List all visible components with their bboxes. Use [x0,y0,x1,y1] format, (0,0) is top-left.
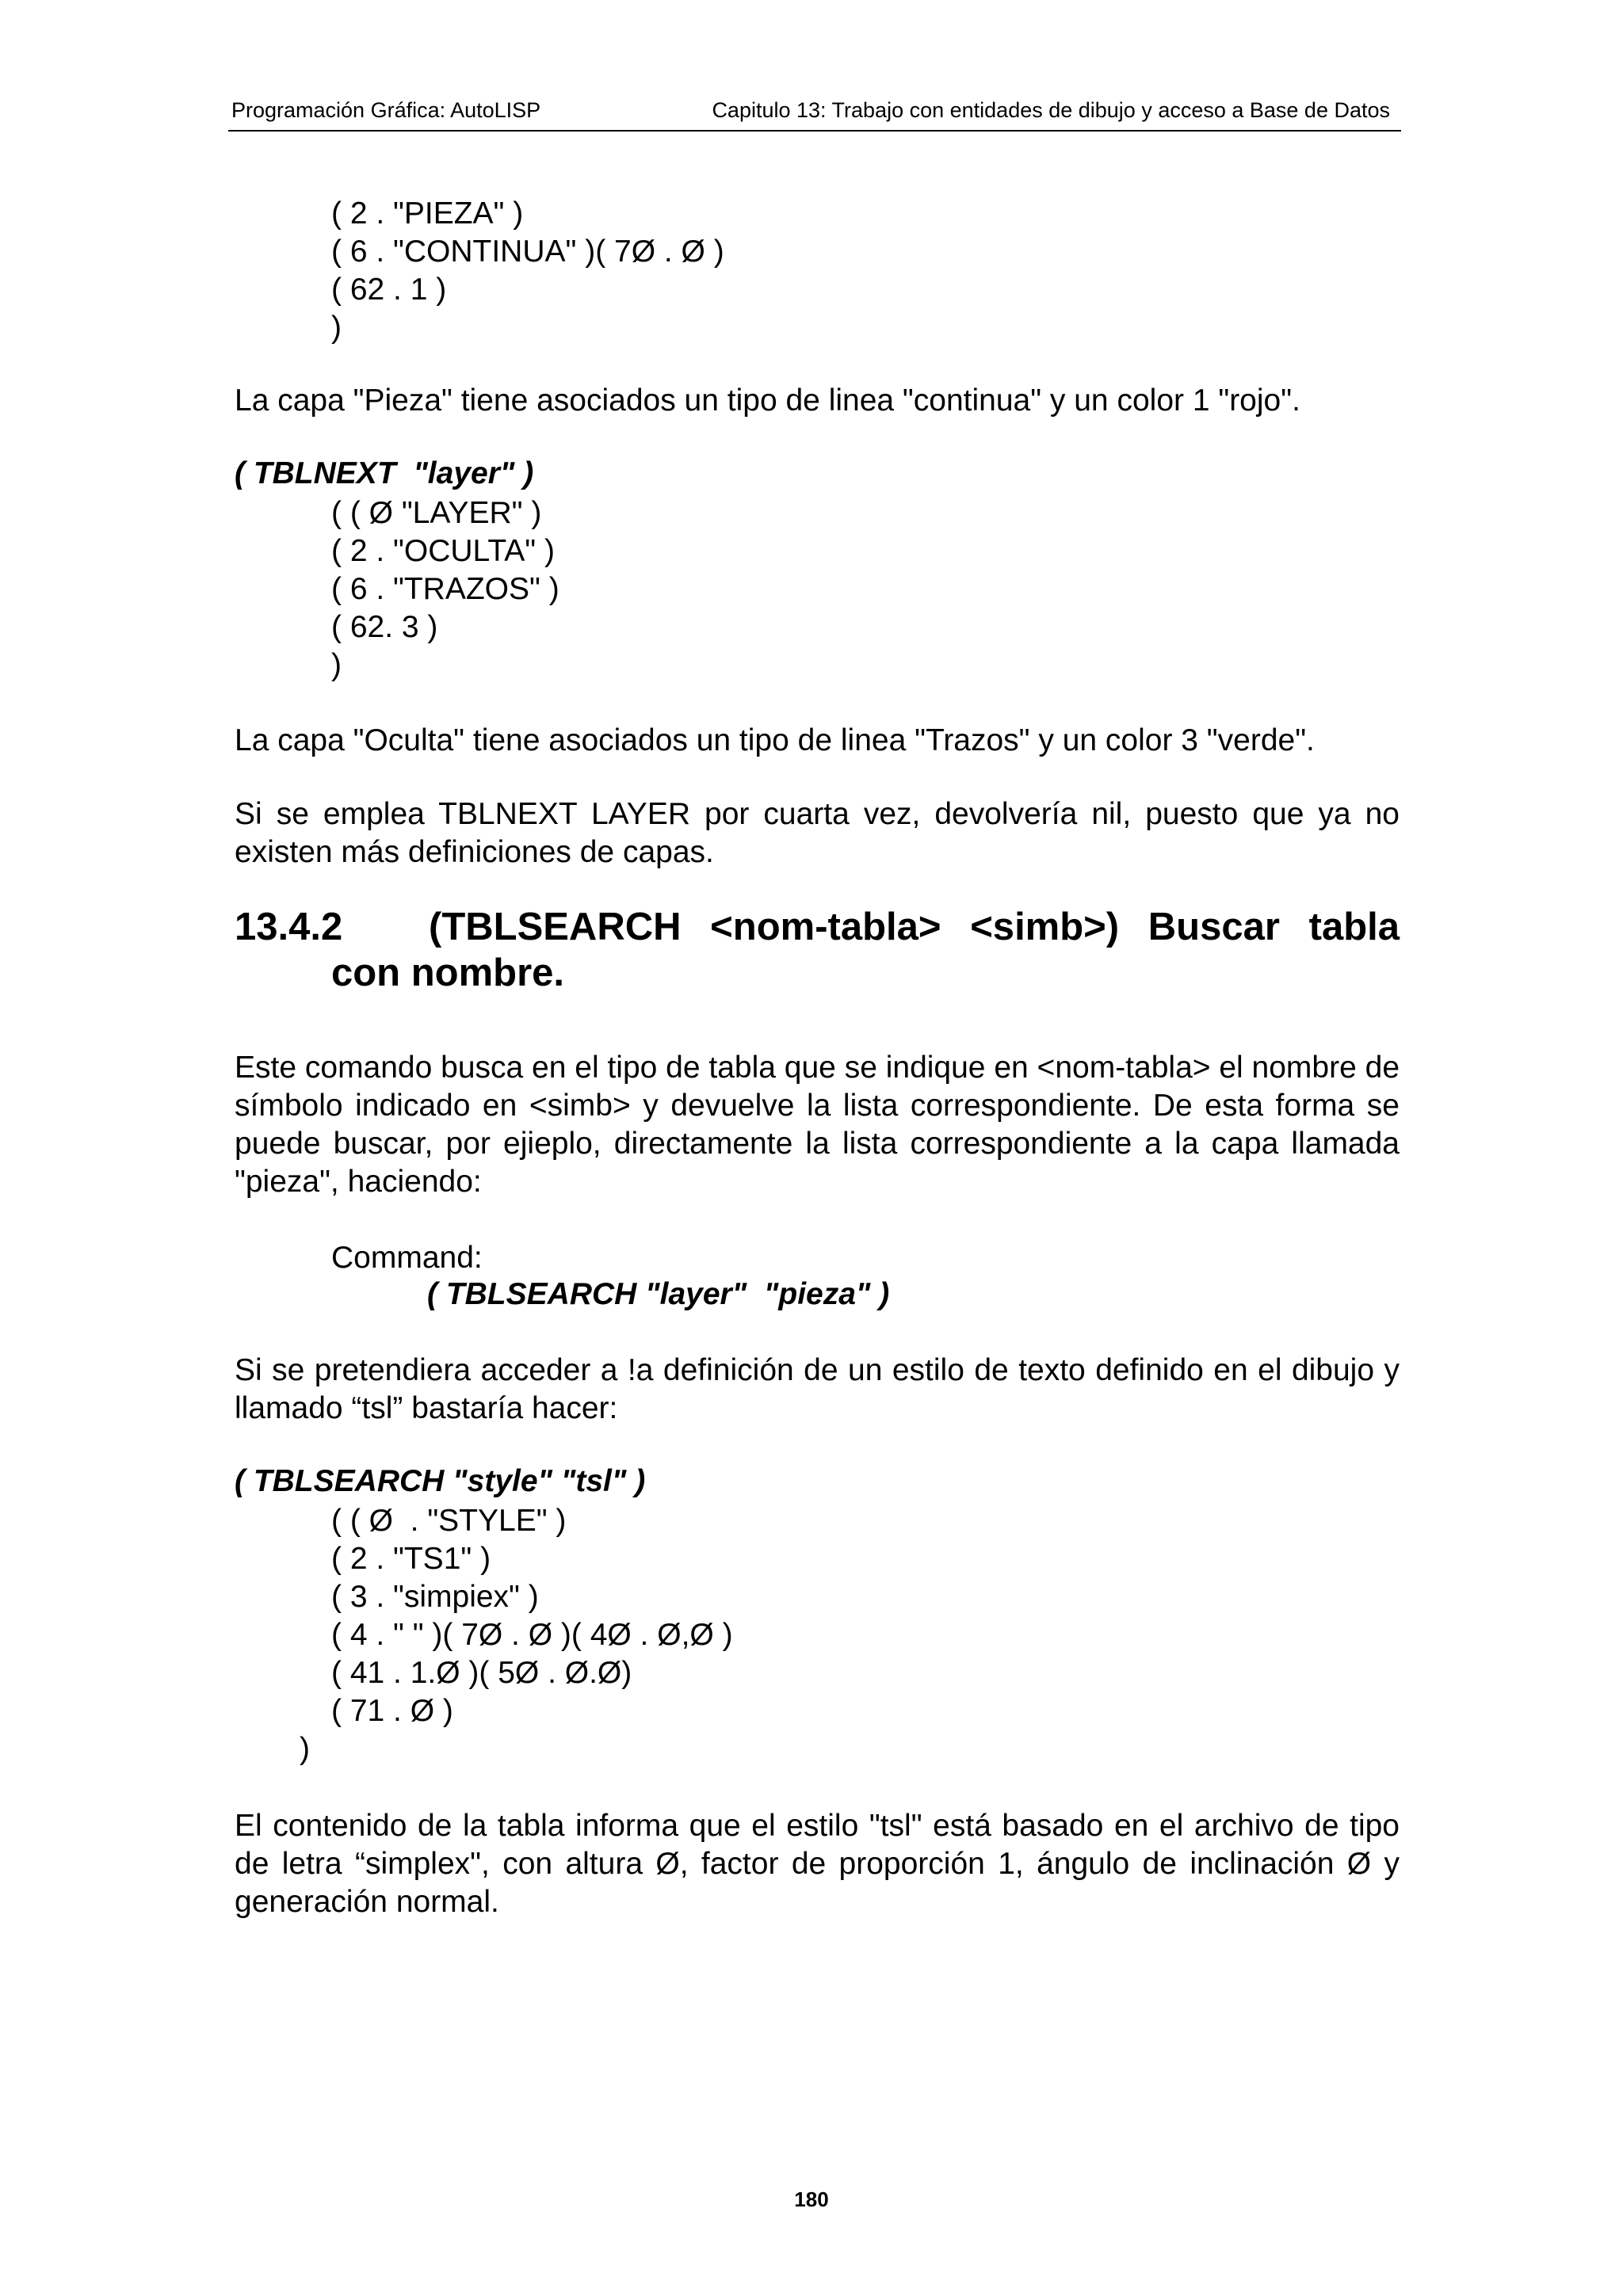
code-line: ( 41 . 1.Ø )( 5Ø . Ø.Ø) [331,1656,632,1690]
code-block-layer [331,494,559,685]
section-title-line2: con nombre. [331,952,565,994]
paragraph-conclusion: El contenido de la tabla informa que el estilo "tsl" está basado en el archivo de tipo de letra “simplex", con altura Ø, factor de proporción 1, ángulo de inclinación Ø y generación normal. [235,1809,1400,1919]
section-number: 13.4.2 [235,906,343,948]
header-book-title: Programación Gráfica: AutoLISP [231,98,541,122]
code-line: ( 2 . "TS1" ) [331,1542,491,1576]
code-line: ( 62 . 1 ) [331,273,447,307]
paragraph-pieza: La capa "Pieza" tiene asociados un tipo de linea "continua" y un color 1 "rojo". [235,383,1300,418]
code-close-paren: ) [300,1732,310,1766]
page-header [228,93,1401,132]
code-line: ( 2 . "OCULTA" ) [331,534,555,568]
code-line: ( 62. 3 ) [331,610,438,644]
code-line: ) [331,311,342,345]
section-title-line1: (TBLSEARCH <nom-tabla> <simb>) Buscar tabla [429,906,1400,948]
code-line: ( 71 . Ø ) [331,1694,453,1728]
command-expression: ( TBLSEARCH "layer" "pieza" ) [427,1277,890,1311]
section-heading [235,904,1400,999]
code-line: ( 4 . " " )( 7Ø . Ø )( 4Ø . Ø,Ø ) [331,1618,733,1652]
paragraph-style: Si se pretendiera acceder a !a definición de un estilo de texto definido en el dibujo y llamado “tsl” bastaría hacer: [235,1353,1400,1425]
tblnext-heading: ( TBLNEXT "layer" ) [235,456,534,490]
code-line: ( 6 . "TRAZOS" ) [331,572,559,606]
code-block-pieza [331,195,724,347]
code-block-style [331,1502,733,1730]
code-line: ( 2 . "PIEZA" ) [331,196,524,231]
command-label: Command: [331,1241,483,1275]
paragraph-tblnext-nil: Si se emplea TBLNEXT LAYER por cuarta vez, devolvería nil, puesto que ya no existen más definiciones de capas. [235,797,1400,869]
page-number: 180 [794,2187,829,2211]
paragraph-tblsearch-desc: Este comando busca en el tipo de tabla que se indique en <nom-tabla> el nombre de símbolo indicado en <simb> y devuelve la lista correspondiente. De esta forma se puede buscar, por ejieplo, directamente la lista correspondiente a la capa llamada "pieza", haciendo: [235,1051,1400,1199]
code-line: ) [331,648,342,682]
code-line: ( ( Ø . "STYLE" ) [331,1504,567,1538]
code-line: ( ( Ø "LAYER" ) [331,496,542,530]
tblsearch-heading: ( TBLSEARCH "style" "tsl" ) [235,1464,646,1498]
paragraph-oculta: La capa "Oculta" tiene asociados un tipo de linea "Trazos" y un color 3 "verde". [235,723,1315,757]
header-chapter-title: Capitulo 13: Trabajo con entidades de dibujo y acceso a Base de Datos [712,98,1390,122]
code-line: ( 6 . "CONTINUA" )( 7Ø . Ø ) [331,235,724,269]
code-line: ( 3 . "simpiex" ) [331,1580,539,1614]
